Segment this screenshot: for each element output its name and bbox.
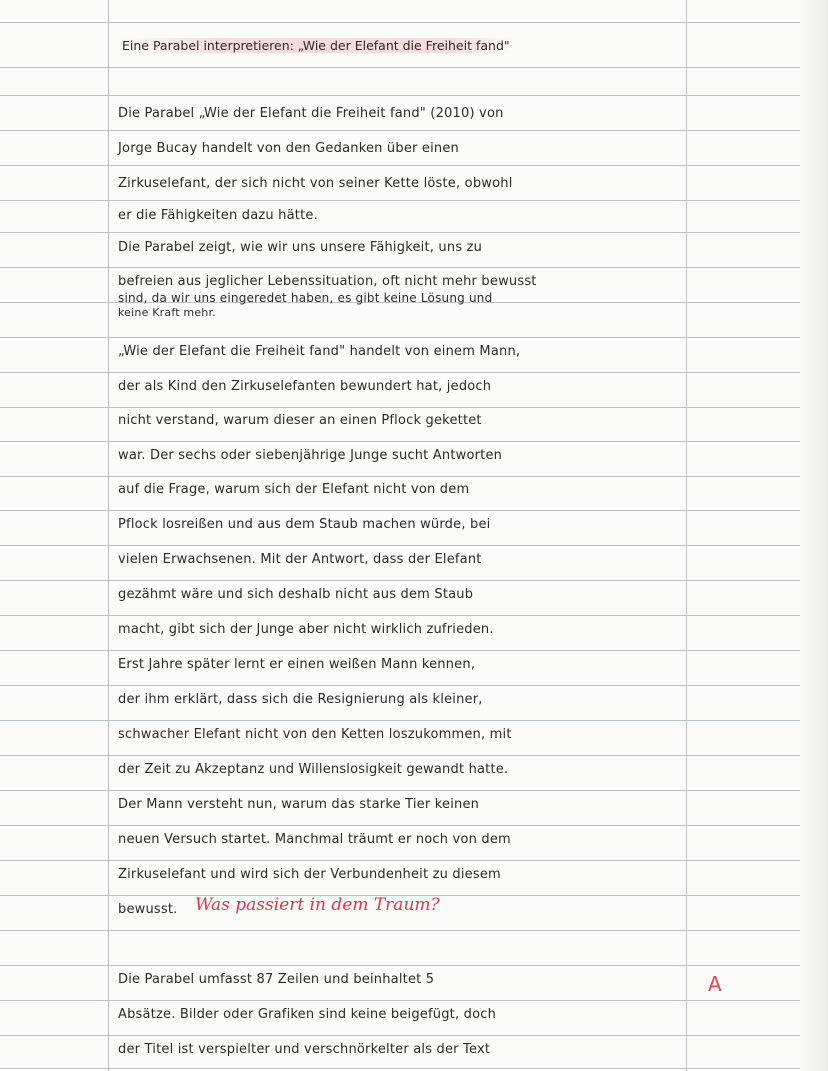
text-line: „Wie der Elefant die Freiheit fand" handelt von einem Mann, <box>118 344 521 359</box>
ruled-line <box>0 755 828 756</box>
ruled-line <box>0 720 828 721</box>
text-line: war. Der sechs oder siebenjährige Junge sucht Antworten <box>118 448 503 463</box>
ruled-line <box>0 650 828 651</box>
teacher-comment: Was passiert in dem Traum? <box>195 895 440 915</box>
text-line: schwacher Elefant nicht von den Ketten loszukommen, mit <box>118 727 512 742</box>
ruled-line <box>0 1068 828 1069</box>
text-line: der ihm erklärt, dass sich die Resignierung als kleiner, <box>118 692 483 707</box>
text-line: macht, gibt sich der Junge aber nicht wirklich zufrieden. <box>118 622 494 637</box>
text-line: befreien aus jeglicher Lebenssituation, oft nicht mehr bewusst <box>118 274 537 289</box>
text-line: sind, da wir uns eingeredet haben, es gibt keine Lösung und <box>118 291 493 305</box>
text-line: Der Mann versteht nun, warum das starke Tier keinen <box>118 797 480 812</box>
text-line: Erst Jahre später lernt er einen weißen Mann kennen, <box>118 657 476 672</box>
text-line: Pflock losreißen und aus dem Staub machen würde, bei <box>118 517 491 532</box>
ruled-line <box>0 825 828 826</box>
ruled-line <box>0 685 828 686</box>
text-line: keine Kraft mehr. <box>118 306 216 319</box>
text-line: bewusst. <box>118 902 178 917</box>
text-line: Die Parabel zeigt, wie wir uns unsere Fähigkeit, uns zu <box>118 240 483 255</box>
text-line: gezähmt wäre und sich deshalb nicht aus dem Staub <box>118 587 474 602</box>
left-margin-line <box>108 0 109 1071</box>
ruled-line <box>0 22 828 23</box>
page-edge-shadow <box>800 0 828 1071</box>
ruled-line <box>0 267 828 268</box>
text-line: der Titel ist verspielter und verschnörkelter als der Text <box>118 1042 491 1057</box>
ruled-line <box>0 790 828 791</box>
ruled-line <box>0 372 828 373</box>
ruled-line <box>0 232 828 233</box>
text-line: Zirkuselefant und wird sich der Verbundenheit zu diesem <box>118 867 501 882</box>
text-line: der als Kind den Zirkuselefanten bewundert hat, jedoch <box>118 379 492 394</box>
ruled-line <box>0 165 828 166</box>
text-line: nicht verstand, warum dieser an einen Pflock gekettet <box>118 413 482 428</box>
text-line: Die Parabel umfasst 87 Zeilen und beinhaltet 5 <box>118 972 435 987</box>
ruled-line <box>0 1000 828 1001</box>
ruled-line <box>0 200 828 201</box>
ruled-line <box>0 615 828 616</box>
margin-mark: A <box>708 972 722 996</box>
ruled-line <box>0 67 828 68</box>
text-line: Die Parabel „Wie der Elefant die Freiheit fand" (2010) von <box>118 106 504 121</box>
text-line: Jorge Bucay handelt von den Gedanken über einen <box>118 141 459 156</box>
ruled-line <box>0 337 828 338</box>
ruled-line <box>0 441 828 442</box>
ruled-line <box>0 476 828 477</box>
text-line: Zirkuselefant, der sich nicht von seiner Kette löste, obwohl <box>118 176 513 191</box>
ruled-line <box>0 130 828 131</box>
ruled-line <box>0 95 828 96</box>
ruled-line <box>0 510 828 511</box>
text-line: er die Fähigkeiten dazu hätte. <box>118 208 318 223</box>
ruled-line <box>0 965 828 966</box>
page-title: Eine Parabel interpretieren: „Wie der Elefant die Freiheit fand" <box>118 38 514 53</box>
text-line: neuen Versuch startet. Manchmal träumt er noch von dem <box>118 832 511 847</box>
text-line: auf die Frage, warum sich der Elefant nicht von dem <box>118 482 470 497</box>
ruled-line <box>0 580 828 581</box>
text-line: vielen Erwachsenen. Mit der Antwort, dass der Elefant <box>118 552 482 567</box>
text-line: der Zeit zu Akzeptanz und Willenslosigkeit gewandt hatte. <box>118 762 509 777</box>
ruled-line <box>0 930 828 931</box>
ruled-line <box>0 860 828 861</box>
right-margin-line <box>686 0 687 1071</box>
text-line: Absätze. Bilder oder Grafiken sind keine beigefügt, doch <box>118 1007 497 1022</box>
ruled-line <box>0 1035 828 1036</box>
ruled-line <box>0 407 828 408</box>
ruled-line <box>0 545 828 546</box>
